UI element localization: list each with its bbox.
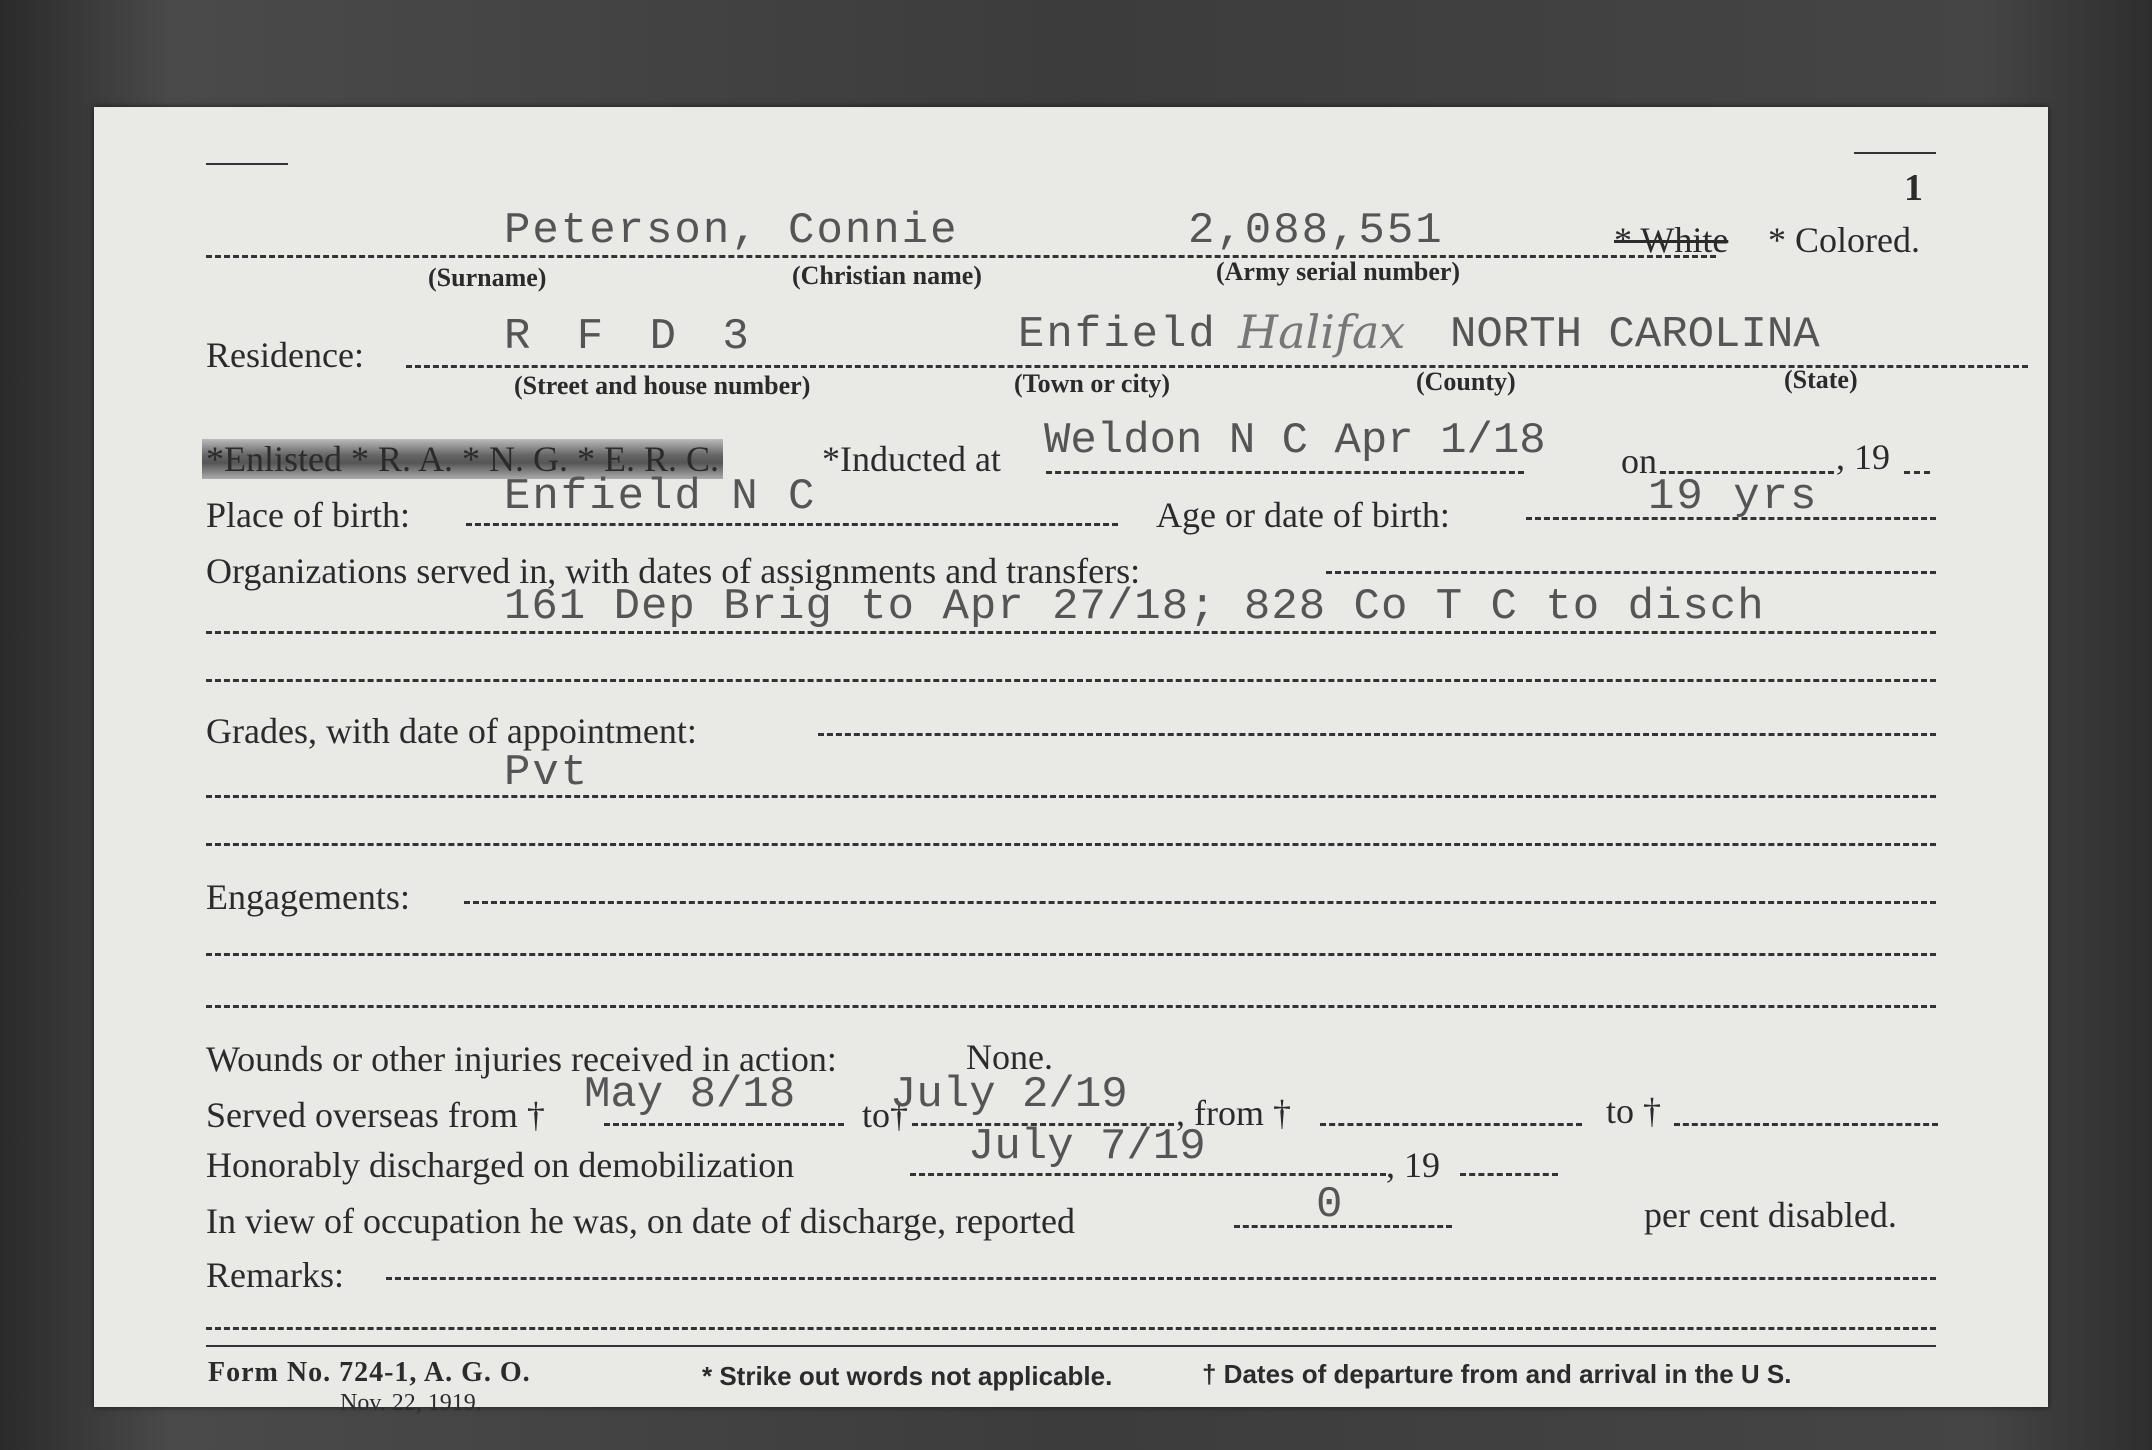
inducted-line — [1046, 471, 1524, 474]
overseas-from-value: May 8/18 — [584, 1070, 796, 1120]
overseas-to-label: to† — [862, 1095, 909, 1135]
age-label: Age or date of birth: — [1156, 495, 1450, 535]
residence-town-value: Enfield — [1018, 310, 1217, 360]
strike-note: * Strike out words not applicable. — [702, 1361, 1113, 1391]
age-line — [1526, 517, 1936, 520]
street-label: (Street and house number) — [514, 371, 811, 400]
grades-label: Grades, with date of appointment: — [206, 711, 697, 751]
inducted-on-label: on — [1621, 441, 1657, 481]
organizations-line-3 — [206, 679, 1936, 682]
overseas-from2-line — [1320, 1123, 1582, 1126]
surname-label: (Surname) — [428, 263, 547, 292]
race-white: * White — [1614, 220, 1729, 260]
town-label: (Town or city) — [1014, 369, 1170, 398]
wounds-label: Wounds or other injuries received in action: — [206, 1039, 837, 1079]
overseas-to-value: July 2/19 — [890, 1070, 1128, 1120]
discharge-year-line — [1460, 1173, 1558, 1176]
organizations-value: 161 Dep Brig to Apr 27/18; 828 Co T C to disch — [504, 582, 1765, 632]
engagements-line-2 — [206, 953, 1936, 956]
disability-value: 0 — [1316, 1180, 1345, 1230]
remarks-bottom-rule — [206, 1345, 1936, 1347]
overseas-to2-line — [1674, 1123, 1938, 1126]
form-number: Form No. 724-1, A. G. O. — [208, 1357, 531, 1388]
form-date: Nov. 22, 1919. — [340, 1390, 482, 1416]
remarks-line-2 — [206, 1327, 1936, 1330]
organizations-line-1 — [1326, 571, 1936, 574]
inducted-year-label: , 19 — [1836, 437, 1890, 477]
service-record-card — [94, 107, 2048, 1416]
disability-label: In view of occupation he was, on date of discharge, reported — [206, 1201, 1076, 1241]
county-label: (County) — [1416, 367, 1516, 396]
engagements-line-3 — [206, 1005, 1936, 1008]
serial-label: (Army serial number) — [1216, 257, 1461, 286]
race-colored: * Colored. — [1768, 220, 1920, 260]
residence-state-value: NORTH CAROLINA — [1450, 310, 1820, 360]
grades-value: Pvt — [504, 748, 590, 798]
serial-value: 2,088,551 — [1188, 206, 1444, 256]
place-of-birth-value: Enfield N C — [504, 472, 817, 522]
disability-line — [1234, 1225, 1452, 1228]
organizations-label: Organizations served in, with dates of assignments and transfers: — [206, 551, 1141, 591]
inducted-year-line — [1904, 471, 1930, 474]
top-right-rule — [1854, 152, 1936, 154]
inducted-value: Weldon N C Apr 1/18 — [1044, 416, 1546, 466]
christian-name-label: (Christian name) — [792, 261, 982, 290]
organizations-line-2 — [206, 631, 1936, 634]
age-value: 19 yrs — [1648, 472, 1819, 522]
overseas-label: Served overseas from † — [206, 1095, 545, 1135]
card-number: 1 — [1904, 167, 1923, 209]
residence-street-value: R F D 3 — [504, 312, 759, 362]
overseas-to2-label: to † — [1606, 1091, 1662, 1131]
overseas-from2-label: , from † — [1176, 1093, 1291, 1133]
wounds-value: None. — [966, 1037, 1053, 1077]
state-label: (State) — [1784, 365, 1858, 394]
grades-line-1 — [818, 733, 1936, 736]
dates-note: † Dates of departure from and arrival in the U S. — [1202, 1359, 1792, 1389]
disability-suffix: per cent disabled. — [1644, 1195, 1897, 1235]
remarks-line-1 — [386, 1277, 1936, 1280]
residence-county-value: Halifax — [1238, 305, 1406, 359]
name-line — [206, 255, 1716, 258]
enlisted-struck-text: *Enlisted * R. A. * N. G. * E. R. C. — [202, 439, 723, 479]
name-value: Peterson, Connie — [504, 206, 959, 256]
discharge-label: Honorably discharged on demobilization — [206, 1145, 795, 1185]
engagements-label: Engagements: — [206, 877, 410, 917]
inducted-label: *Inducted at — [822, 439, 1001, 479]
discharge-value: July 7/19 — [968, 1122, 1206, 1172]
discharge-line — [910, 1173, 1386, 1176]
top-left-rule — [206, 163, 288, 165]
engagements-line-1 — [464, 901, 1936, 904]
grades-line-3 — [206, 843, 1936, 846]
residence-label: Residence: — [206, 335, 364, 375]
overseas-from-line — [604, 1123, 844, 1126]
discharge-year-label: , 19 — [1386, 1145, 1440, 1185]
place-of-birth-line — [466, 523, 1118, 526]
grades-line-2 — [206, 795, 1936, 798]
remarks-label: Remarks: — [206, 1255, 344, 1295]
place-of-birth-label: Place of birth: — [206, 495, 410, 535]
